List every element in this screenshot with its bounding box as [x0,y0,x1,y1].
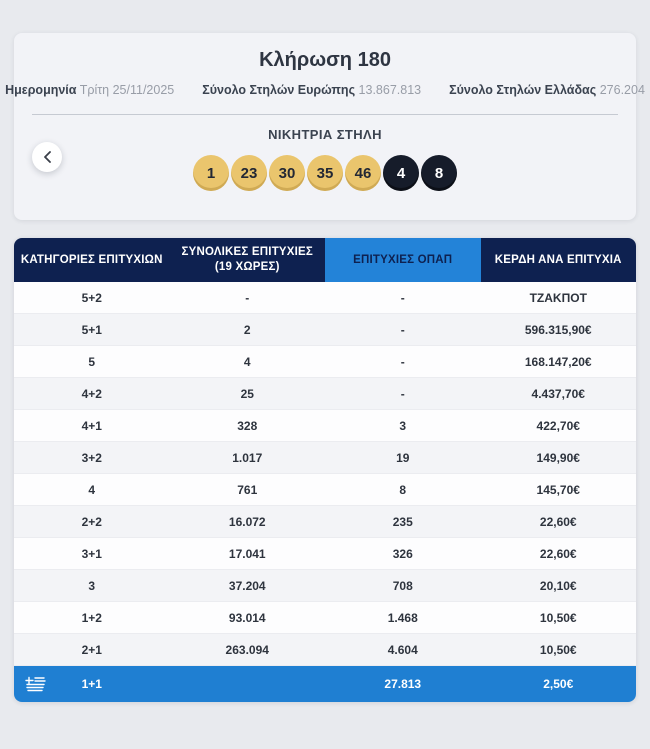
main-number-ball: 1 [193,155,229,191]
cell-opap-wins: - [400,386,405,401]
column-header [170,238,326,282]
cell-total-wins: 761 [237,482,258,497]
cell-category: 2+1 [81,642,102,657]
cell-total-wins: 37.204 [228,578,266,593]
cell-opap-wins: 708 [392,578,413,593]
meta-label: Σύνολο Στηλών Ευρώπης [202,83,356,97]
cell-category: 4+1 [81,418,102,433]
cell-total-wins: 17.041 [228,546,266,561]
column-header [325,238,481,282]
greek-flag-icon [25,676,46,692]
cell-prize: ΤΖΑΚΠΟΤ [529,290,587,305]
cell-category: 2+2 [81,514,102,529]
cell-total-wins: 93.014 [228,610,266,625]
table-row [14,474,636,506]
column-header [14,238,170,282]
meta-label: Ημερομηνία [5,83,77,97]
draw-summary-card [5,33,645,220]
cell-category: 5+2 [81,290,102,305]
winning-column-title: ΝΙΚΗΤΡΙΑ ΣΤΗΛΗ [268,127,382,142]
table-row [14,506,636,538]
cell-total-wins: 2 [243,322,251,337]
column-header-label: ΕΠΙΤΥΧΙΕΣ ΟΠΑΠ [353,253,453,266]
column-header-sublabel: (19 ΧΩΡΕΣ) [214,261,280,273]
draw-title: Κλήρωση 180 [259,49,391,71]
cell-opap-wins: 4.604 [387,642,418,657]
cell-prize: 422,70€ [536,418,580,433]
cell-prize: 145,70€ [536,482,580,497]
meta-label: Σύνολο Στηλών Ελλάδας [449,83,597,97]
bonus-number-ball: 8 [421,155,457,191]
cell-prize: 2,50€ [543,677,574,691]
cell-prize: 22,60€ [539,514,577,529]
cell-category: 3 [88,578,96,593]
bonus-number-ball: 4 [383,155,419,191]
main-number-ball: 46 [345,155,381,191]
cell-total-wins: 328 [237,418,258,433]
column-header-label: ΚΕΡΔΗ ΑΝΑ ΕΠΙΤΥΧΙΑ [494,253,622,266]
cell-category: 1+2 [81,610,102,625]
cell-total-wins: 4 [243,354,251,369]
cell-total-wins: 25 [240,386,254,401]
table-row [14,634,636,666]
cell-prize: 149,90€ [536,450,580,465]
cell-category: 5 [88,354,96,369]
cell-opap-wins: - [400,322,405,337]
column-header-label: ΚΑΤΗΓΟΡΙΕΣ ΕΠΙΤΥΧΙΩΝ [20,253,163,266]
column-header-label: ΣΥΝΟΛΙΚΕΣ ΕΠΙΤΥΧΙΕΣ [181,246,314,259]
cell-opap-wins: 326 [392,546,413,561]
draw-meta [5,83,645,97]
cell-opap-wins: 3 [399,418,407,433]
main-number-ball: 30 [269,155,305,191]
cell-prize: 4.437,70€ [531,386,585,401]
table-row [14,378,636,410]
cell-opap-wins: - [400,290,405,305]
results-table-header [14,238,636,282]
winning-numbers [14,155,636,191]
cell-category: 4+2 [81,386,102,401]
table-row [14,570,636,602]
table-row [14,314,636,346]
results-table [14,238,636,702]
chevron-left-icon [43,151,52,163]
meta-item [202,83,421,97]
column-header [481,238,637,282]
table-row [14,602,636,634]
cell-prize: 168.147,20€ [524,354,592,369]
cell-category: 3+1 [81,546,102,561]
cell-category: 1+1 [81,677,102,691]
cell-opap-wins: 19 [396,450,410,465]
cell-total-wins: 16.072 [228,514,266,529]
cell-prize: 22,60€ [539,546,577,561]
cell-opap-wins: 8 [399,482,407,497]
previous-draw-button[interactable] [32,142,62,172]
cell-total-wins: 263.094 [225,642,269,657]
cell-category: 5+1 [81,322,102,337]
cell-prize: 596.315,90€ [524,322,592,337]
table-row [14,282,636,314]
results-table-body [14,282,636,702]
meta-item [5,83,174,97]
cell-total-wins: 1.017 [232,450,263,465]
meta-value: 13.867.813 [355,83,422,97]
cell-opap-wins: - [400,354,405,369]
cell-prize: 10,50€ [539,642,577,657]
cell-prize: 20,10€ [539,578,577,593]
table-row [14,538,636,570]
main-number-ball: 23 [231,155,267,191]
meta-value: 276.204 [596,83,645,97]
cell-opap-wins: 1.468 [387,610,418,625]
cell-prize: 10,50€ [539,610,577,625]
meta-item [449,83,645,97]
table-row [14,442,636,474]
table-row [14,666,636,702]
table-row [14,346,636,378]
cell-category: 4 [88,482,96,497]
cell-opap-wins: 27.813 [384,677,422,691]
meta-value: Τρίτη 25/11/2025 [76,83,175,97]
main-number-ball: 35 [307,155,343,191]
divider [32,114,618,115]
cell-category: 3+2 [81,450,102,465]
cell-opap-wins: 235 [392,514,413,529]
table-row [14,410,636,442]
cell-total-wins: - [245,290,250,305]
